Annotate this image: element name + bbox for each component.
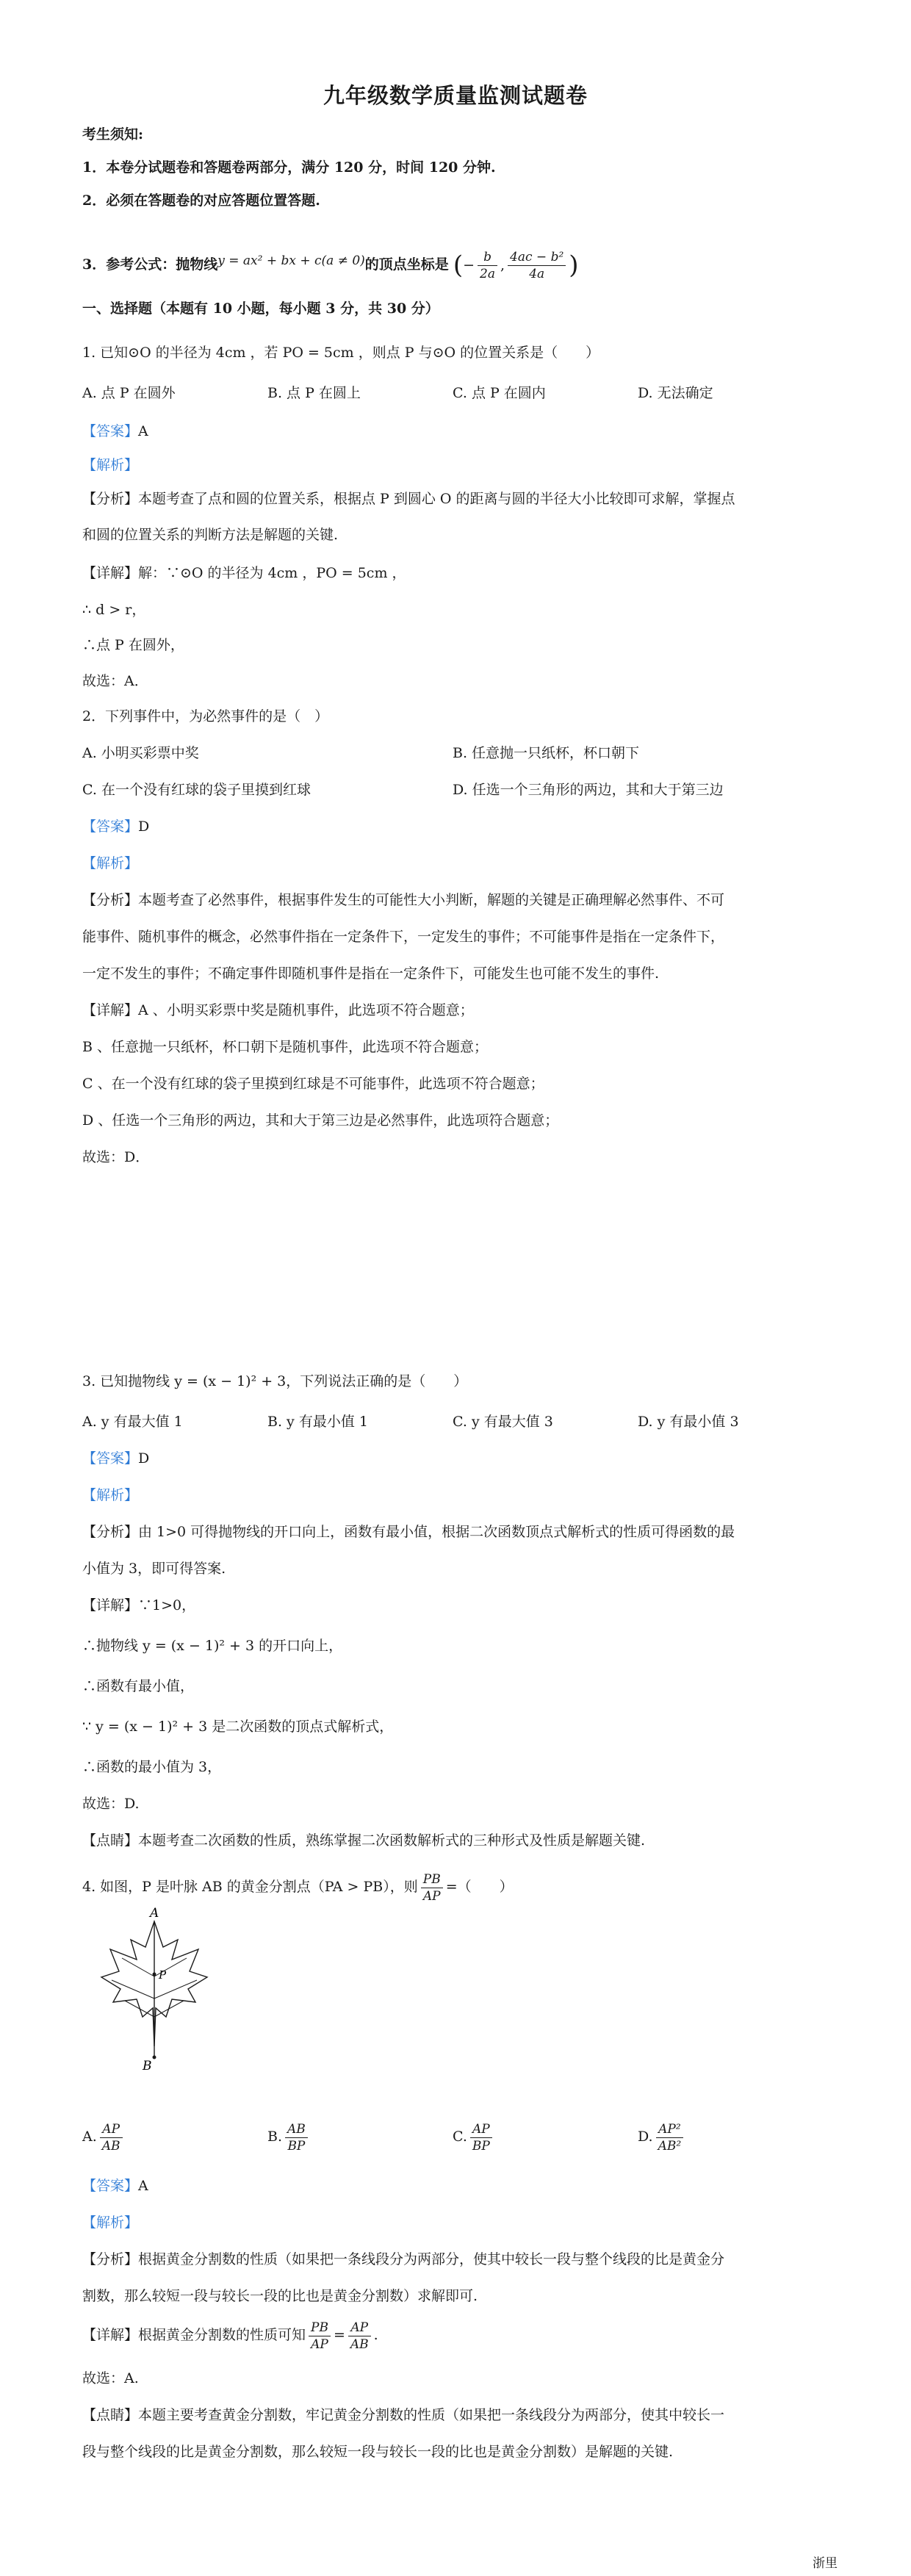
answer-label: 【答案】 bbox=[82, 2178, 139, 2194]
notice-item-3-middle: 的顶点坐标是 bbox=[364, 256, 449, 273]
q3-answer bbox=[82, 1447, 149, 1469]
q4-option-d bbox=[638, 2116, 686, 2157]
q4-option-c-num: AP bbox=[470, 2121, 492, 2138]
q4-dianjing-1: 【点睛】本题主要考查黄金分割数，牢记黄金分割数的性质（如果把一条线段分为两部分，使其中较长一 bbox=[82, 2407, 725, 2423]
point-b bbox=[153, 2056, 156, 2059]
q2-stem: 2．下列事件中，为必然事件的是（ ） bbox=[82, 708, 329, 724]
q3-fenxi-1: 【分析】由 1>0 可得抛物线的开口向上，函数有最小值，根据二次函数顶点式解析式的性质可得函数的最 bbox=[82, 1524, 735, 1540]
page-title: 九年级数学质量监测试题卷 bbox=[323, 83, 588, 108]
answer-label: 【答案】 bbox=[82, 819, 139, 835]
label-b: B bbox=[143, 2059, 152, 2073]
q1-option-b: B. 点 P 在圆上 bbox=[267, 385, 361, 401]
q1-option-d: D. 无法确定 bbox=[638, 385, 713, 401]
notice-item-3: 3．参考公式：抛物线y = ax² + bx + c(a ≠ 0)的顶点坐标是 (− $\frac{b}{2a}$ , $\frac{\text{4ac − b²}}{4a}$ ) bbox=[82, 249, 579, 281]
q3-analysis-label: 【解析】 bbox=[82, 1487, 139, 1503]
q2-answer bbox=[82, 816, 149, 838]
q2-option-b: B. 任意抛一只纸杯，杯口朝下 bbox=[453, 745, 640, 761]
q1-detail-2: ∴ d > r， bbox=[82, 602, 146, 618]
label-a: A bbox=[150, 1907, 159, 1921]
q4-dianjing-2: 段与整个线段的比是黄金分割数，那么较短一段与较长一段的比也是黄金分割数）是解题的关键. bbox=[82, 2444, 674, 2460]
q1-answer bbox=[82, 420, 148, 442]
q4-detail bbox=[82, 2314, 378, 2356]
q4-option-a bbox=[82, 2116, 126, 2157]
q2-fenxi-3: 一定不发生的事件；不确定事件即随机事件是指在一定条件下，可能发生也可能不发生的事件. bbox=[82, 965, 660, 982]
q4-fenxi-1: 【分析】根据黄金分割数的性质（如果把一条线段分为两部分，使其中较长一段与整个线段的比是黄金分 bbox=[82, 2251, 725, 2267]
q3-stem: 3. 已知抛物线 y = (x − 1)² + 3，下列说法正确的是（ ） bbox=[82, 1373, 468, 1389]
point-p bbox=[153, 1973, 156, 1976]
q2-detail-1: 【详解】A 、小明买彩票中奖是随机事件，此选项不符合题意； bbox=[82, 1002, 474, 1018]
q2-option-c: C. 在一个没有红球的袋子里摸到红球 bbox=[82, 782, 311, 798]
q3-detail-3: ∴函数有最小值， bbox=[82, 1678, 195, 1694]
vertex-y-num: 4ac − b² bbox=[508, 249, 566, 266]
answer-label: 【答案】 bbox=[82, 1450, 139, 1467]
q3-option-b: B. y 有最小值 1 bbox=[267, 1414, 368, 1430]
q4-option-a-label: A. bbox=[82, 2129, 97, 2145]
q4-option-b-den: BP bbox=[287, 2138, 306, 2154]
vertex-x-den: 2a bbox=[480, 266, 495, 281]
q4-answer-value: A bbox=[138, 2178, 148, 2194]
q2-option-d: D. 任选一个三角形的两边，其和大于第三边 bbox=[453, 782, 724, 798]
q4-option-c-label: C. bbox=[453, 2129, 467, 2145]
vertex-y-den: 4a bbox=[529, 266, 545, 281]
maple-leaf-figure bbox=[96, 1907, 213, 2083]
q2-option-a: A. 小明买彩票中奖 bbox=[82, 745, 199, 761]
q3-detail-5: ∴函数的最小值为 3， bbox=[82, 1759, 222, 1775]
q2-detail-3: C 、在一个没有红球的袋子里摸到红球是不可能事件，此选项不符合题意； bbox=[82, 1076, 544, 1092]
q1-fenxi-2: 和圆的位置关系的判断方法是解题的关键. bbox=[82, 527, 339, 543]
q1-stem: 1. 已知⊙O 的半径为 4cm ，若 PO = 5cm ，则点 P 与⊙O 的位置关系是（ ） bbox=[82, 345, 600, 361]
vein-right-lower bbox=[154, 1980, 197, 1998]
vertex-y-fraction bbox=[508, 249, 566, 282]
vertex-x-fraction bbox=[478, 249, 497, 282]
q4-stem-frac-num: PB bbox=[421, 1871, 443, 1888]
q4-option-b-num: AB bbox=[285, 2121, 308, 2138]
q3-detail-4: ∵ y = (x − 1)² + 3 是二次函数的顶点式解析式， bbox=[82, 1719, 394, 1735]
q1-answer-value: A bbox=[138, 423, 148, 439]
q3-option-a: A. y 有最大值 1 bbox=[82, 1414, 183, 1430]
q4-choice: 故选：A. bbox=[82, 2370, 139, 2386]
notice-heading: 考生须知: bbox=[82, 126, 144, 143]
q4-detail-eq: = bbox=[333, 2327, 345, 2343]
q2-fenxi-2: 能事件、随机事件的概念，必然事件指在一定条件下，一定发生的事件；不可能事件是指在一定条件下， bbox=[82, 929, 725, 945]
q4-option-d-num: AP² bbox=[656, 2121, 684, 2138]
q4-detail-suffix: . bbox=[373, 2327, 378, 2343]
vertex-formula: ( bbox=[453, 251, 464, 280]
q4-stem-fraction bbox=[421, 1871, 443, 1904]
q3-fenxi-2: 小值为 3，即可得答案. bbox=[82, 1561, 226, 1577]
q1-fenxi-1: 【分析】本题考查了点和圆的位置关系，根据点 P 到圆心 O 的距离与圆的半径大小比较即可求解，掌握点 bbox=[82, 491, 735, 507]
q2-fenxi-1: 【分析】本题考查了必然事件，根据事件发生的可能性大小判断，解题的关键是正确理解必然事件、不可 bbox=[82, 892, 725, 908]
q4-answer bbox=[82, 2175, 148, 2197]
q4-option-c bbox=[453, 2116, 495, 2157]
q2-answer-value: D bbox=[138, 819, 150, 835]
q4-stem-suffix: =（ ） bbox=[445, 1879, 514, 1895]
q4-option-a-den: AB bbox=[101, 2138, 120, 2154]
vein-right-bottom bbox=[154, 2001, 184, 2017]
q1-analysis-label: 【解析】 bbox=[82, 457, 139, 473]
q4-analysis-label: 【解析】 bbox=[82, 2215, 139, 2231]
formula-parabola: y = ax² + bx + c(a ≠ 0) bbox=[217, 253, 365, 268]
q4-detail-prefix: 【详解】根据黄金分割数的性质可知 bbox=[82, 2327, 306, 2343]
q3-option-c: C. y 有最大值 3 bbox=[453, 1414, 553, 1430]
q3-dianjing: 【点睛】本题考查二次函数的性质，熟练掌握二次函数解析式的三种形式及性质是解题关键. bbox=[82, 1832, 646, 1849]
q4-stem bbox=[82, 1866, 514, 1907]
q1-option-a: A. 点 P 在圆外 bbox=[82, 385, 176, 401]
q4-option-a-num: AP bbox=[100, 2121, 123, 2138]
q1-option-c: C. 点 P 在圆内 bbox=[453, 385, 546, 401]
notice-item-2: 2．必须在答题卷的对应答题位置答题. bbox=[82, 193, 320, 209]
q2-detail-4: D 、任选一个三角形的两边，其和大于第三边是必然事件，此选项符合题意； bbox=[82, 1112, 559, 1129]
q3-answer-value: D bbox=[138, 1450, 150, 1467]
notice-item-3-prefix: 3．参考公式：抛物线 bbox=[82, 256, 218, 273]
q4-option-b bbox=[267, 2116, 311, 2157]
q4-option-c-den: BP bbox=[472, 2138, 490, 2154]
vertex-x-num: b bbox=[478, 249, 497, 266]
q4-stem-prefix: 4. 如图，P 是叶脉 AB 的黄金分割点（PA > PB），则 bbox=[82, 1879, 418, 1895]
answer-label: 【答案】 bbox=[82, 423, 139, 439]
q1-detail-3: ∴点 P 在圆外， bbox=[82, 637, 184, 653]
q4-detail-f1-den: AP bbox=[311, 2336, 328, 2352]
section-heading: 一、选择题（本题有 10 小题，每小题 3 分，共 30 分） bbox=[82, 301, 439, 317]
q2-choice: 故选：D． bbox=[82, 1149, 150, 1165]
q2-detail-2: B 、任意抛一只纸杯，杯口朝下是随机事件，此选项不符合题意； bbox=[82, 1039, 489, 1055]
label-p: P bbox=[159, 1968, 167, 1982]
q4-detail-f2-num: AP bbox=[348, 2320, 371, 2336]
notice-item-1: 1．本卷分试题卷和答题卷两部分，满分 120 分，时间 120 分钟. bbox=[82, 159, 496, 176]
vein-left-upper bbox=[122, 1958, 154, 1976]
q4-option-d-label: D. bbox=[638, 2129, 653, 2145]
q1-choice: 故选：A． bbox=[82, 673, 148, 689]
q4-option-d-den: AB² bbox=[658, 2138, 682, 2154]
q3-option-d: D. y 有最小值 3 bbox=[638, 1414, 739, 1430]
q4-fenxi-2: 割数，那么较短一段与较长一段的比也是黄金分割数）求解即可. bbox=[82, 2288, 478, 2304]
q3-detail-1: 【详解】∵1>0， bbox=[82, 1597, 196, 1613]
vein-left-bottom bbox=[125, 2001, 154, 2017]
q3-detail-2: ∴抛物线 y = (x − 1)² + 3 的开口向上， bbox=[82, 1638, 343, 1654]
q2-analysis-label: 【解析】 bbox=[82, 855, 139, 871]
q3-choice: 故选：D. bbox=[82, 1796, 140, 1812]
q4-option-b-label: B. bbox=[267, 2129, 283, 2145]
q4-detail-f2-den: AB bbox=[350, 2336, 369, 2352]
q1-detail-1: 【详解】解：∵⊙O 的半径为 4cm ，PO = 5cm ， bbox=[82, 565, 406, 581]
q4-stem-frac-den: AP bbox=[422, 1888, 441, 1904]
vein-left-lower bbox=[112, 1980, 154, 1998]
page-footer: 浙里 bbox=[813, 2556, 838, 2571]
q4-detail-f1-num: PB bbox=[309, 2320, 331, 2336]
